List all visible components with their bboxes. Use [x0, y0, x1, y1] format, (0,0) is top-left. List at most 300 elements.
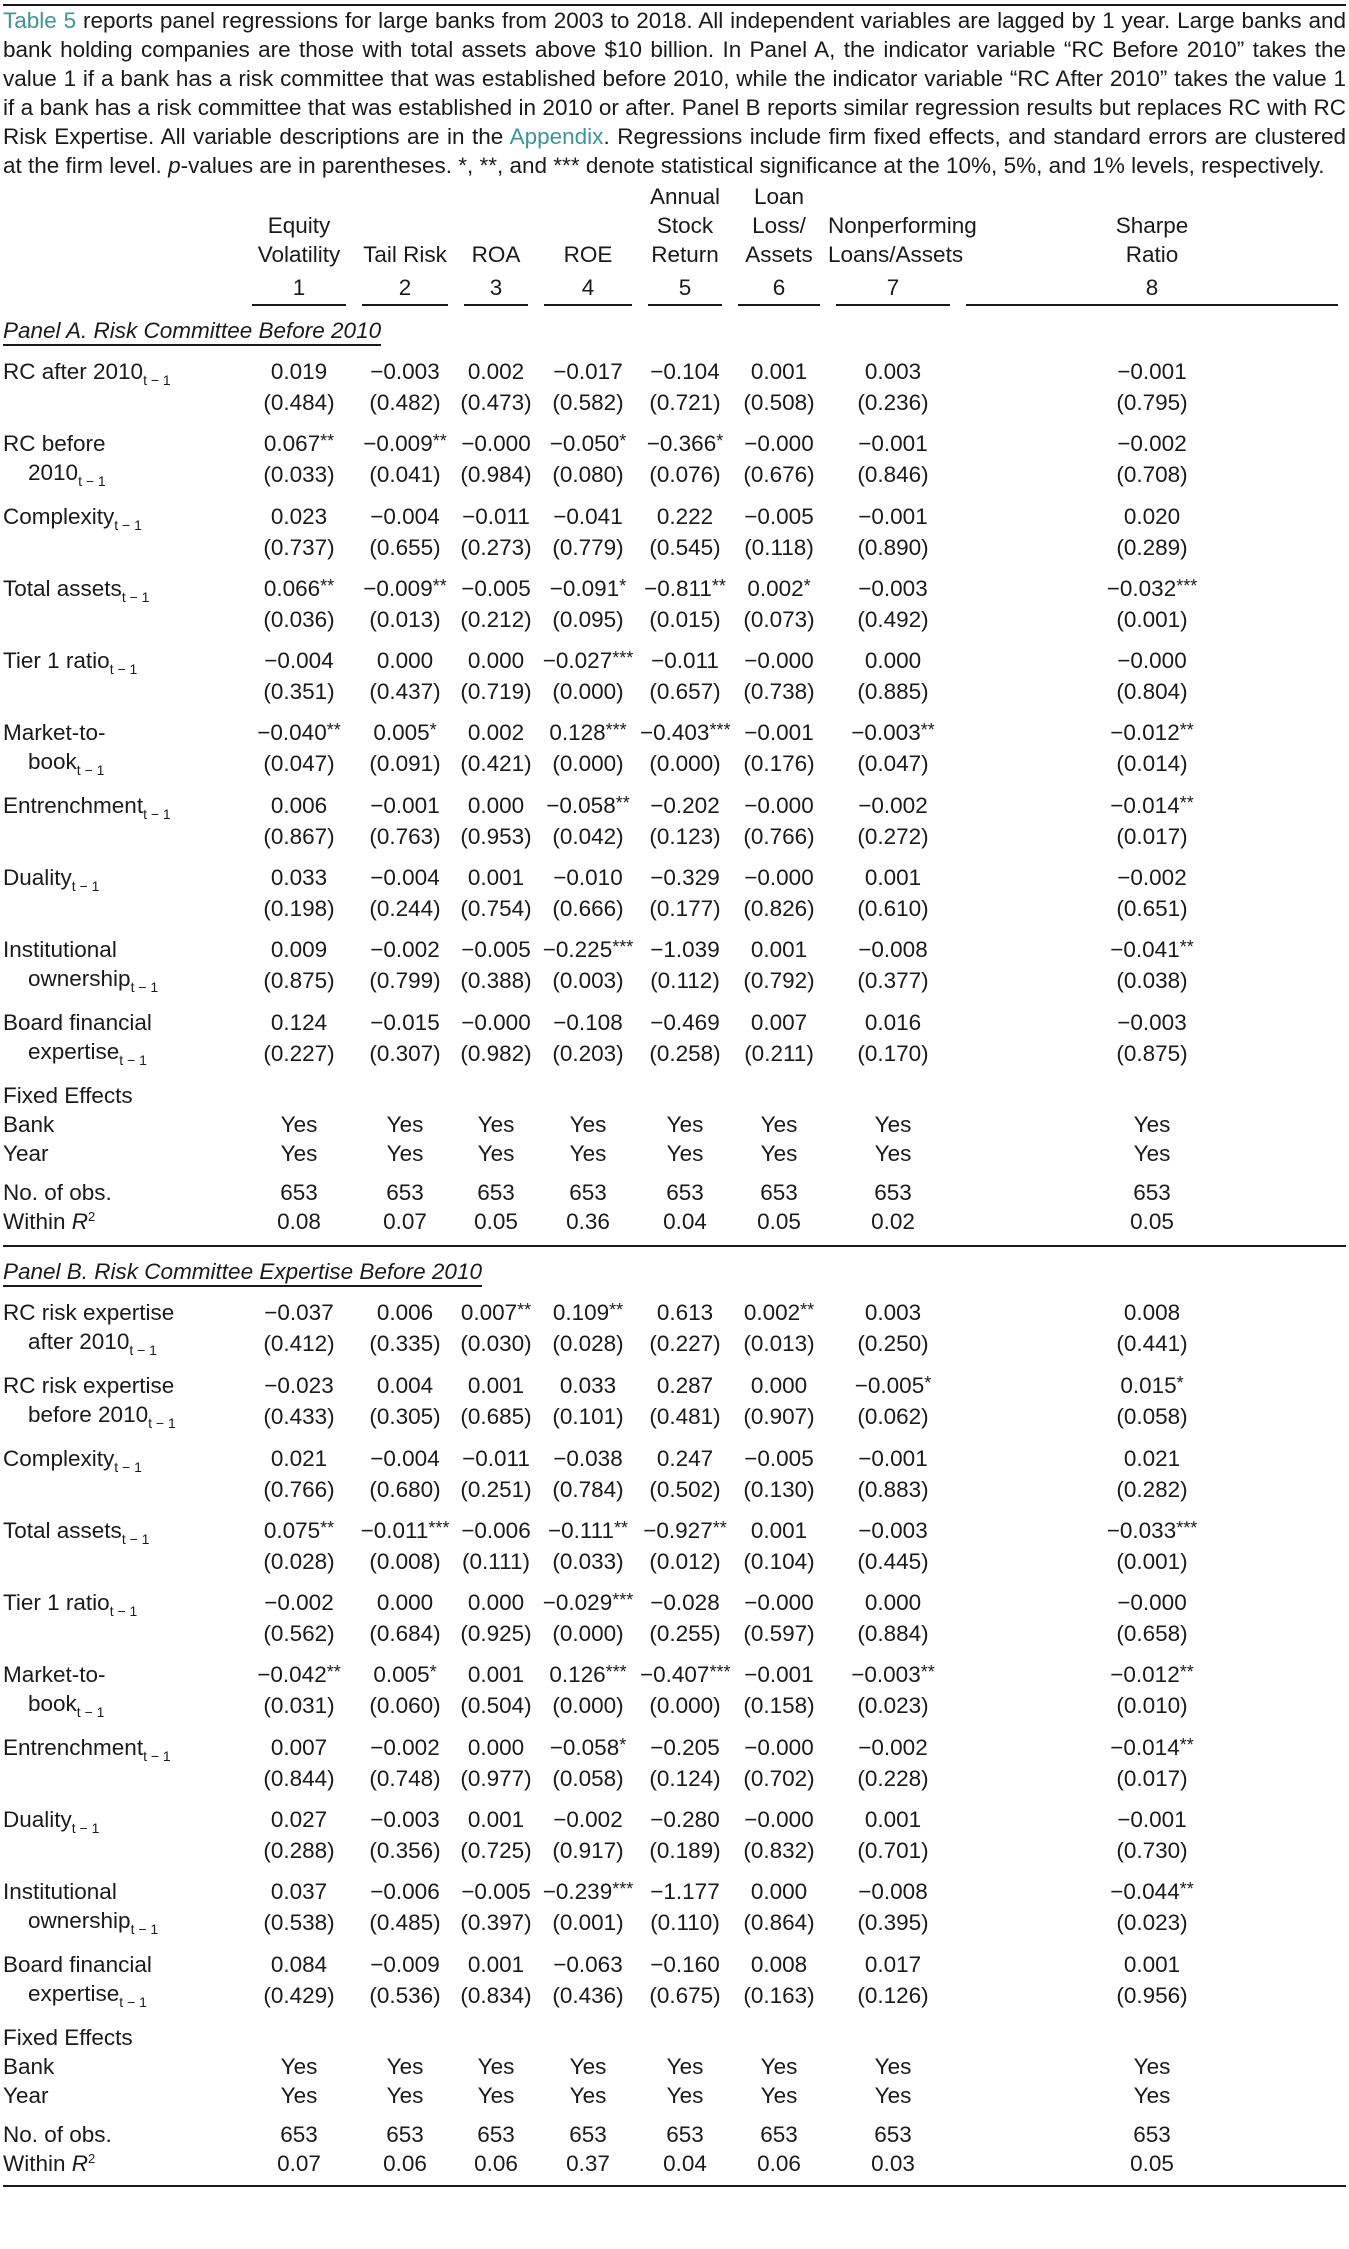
- coefficient-value: −0.023: [264, 1373, 334, 1398]
- p-value: (0.655): [369, 535, 441, 560]
- coefficient-cell: [828, 646, 958, 718]
- significance-stars: **: [712, 1518, 727, 1538]
- coefficient-value: −0.017: [553, 359, 623, 384]
- significance-stars: *: [716, 431, 724, 451]
- variable-label-line1: Complexity: [3, 504, 115, 529]
- p-value: (0.844): [263, 1766, 335, 1791]
- coefficient-value: 0.023: [270, 504, 328, 529]
- within-r2-label: [3, 1207, 244, 1239]
- coefficient-cell: [828, 1660, 958, 1733]
- coefficient-value: −0.037: [264, 1300, 334, 1325]
- significance-stars: ***: [1176, 576, 1198, 596]
- p-value: (0.110): [650, 1910, 720, 1935]
- table-header: [3, 182, 1346, 306]
- coefficient-value: 0.007: [460, 1300, 518, 1325]
- coefficient: [828, 1733, 958, 1764]
- within-r2-text: Within: [3, 2151, 72, 2176]
- variable-label: [3, 1877, 244, 1950]
- coefficient-cell: [828, 1298, 958, 1371]
- coefficient: [536, 1588, 640, 1619]
- fixed-effect-bank-cell: Yes: [569, 1112, 607, 1137]
- coefficient: [828, 574, 958, 605]
- coefficient-value: −0.010: [553, 865, 623, 890]
- variable-label: [3, 1371, 244, 1444]
- regression-table: [3, 182, 1346, 2181]
- within-r2-cell: 0.03: [871, 2151, 915, 2176]
- p-value: (0.395): [857, 1910, 929, 1935]
- significance-stars: **: [1179, 1662, 1194, 1682]
- coefficient-cell: [354, 718, 456, 791]
- coefficient-cell: [730, 574, 828, 646]
- r2-exponent: 2: [88, 2151, 96, 2166]
- coefficient: [456, 502, 536, 533]
- lag-subscript: t − 1: [129, 1342, 157, 1358]
- p-value: (0.227): [649, 1331, 721, 1356]
- coefficient: [958, 429, 1346, 460]
- coefficient-value: 0.002: [743, 1300, 801, 1325]
- coefficient: [244, 791, 354, 822]
- coefficient-cell: [730, 1298, 828, 1371]
- column-header-line: Loss/: [752, 213, 806, 238]
- column-number-label: 6: [738, 273, 820, 306]
- column-header-line: Volatility: [257, 242, 341, 267]
- p-value: (0.282): [1116, 1477, 1188, 1502]
- coefficient: [828, 935, 958, 966]
- column-header: [828, 182, 977, 269]
- p-value: (0.001): [552, 1910, 624, 1935]
- coefficient-cell: [828, 574, 958, 646]
- coefficient-value: −0.015: [370, 1010, 440, 1035]
- fixed-effect-bank-cell: Yes: [477, 1112, 515, 1137]
- p-value: (0.680): [369, 1477, 441, 1502]
- fixed-effect-bank-cell: Yes: [280, 1112, 318, 1137]
- coefficient-value: 0.124: [270, 1010, 328, 1035]
- coefficient: [354, 429, 456, 460]
- column-header: [730, 182, 828, 269]
- observations-cell: 653: [874, 2122, 912, 2147]
- coefficient: [730, 502, 828, 533]
- variable-label: [3, 574, 244, 646]
- spacer: [3, 2110, 1346, 2120]
- coefficient-cell: [244, 1950, 354, 2023]
- coefficient-cell: [958, 718, 1346, 791]
- coefficient: [456, 1877, 536, 1908]
- coefficient: [730, 1877, 828, 1908]
- coefficient: [958, 1588, 1346, 1619]
- fixed-effects-heading-row: [3, 1081, 1346, 1110]
- p-value: (0.000): [552, 751, 624, 776]
- coefficient-value: −0.000: [461, 431, 531, 456]
- coefficient: [536, 935, 640, 966]
- panel-title-text: Panel B. Risk Committee Expertise Before 2010: [3, 1259, 482, 1287]
- coefficient-cell: [456, 502, 536, 574]
- p-value: (0.875): [263, 968, 335, 993]
- coefficient-value: −0.027: [542, 648, 613, 673]
- within-r2-cell: 0.05: [474, 1209, 518, 1234]
- observations-cell: 653: [1133, 1180, 1171, 1205]
- variable-label-line1: Institutional: [3, 937, 117, 962]
- p-value: (0.288): [263, 1838, 335, 1863]
- coefficient: [244, 863, 354, 894]
- coefficient-cell: [640, 1371, 730, 1444]
- coefficient-cell: [244, 1298, 354, 1371]
- coefficient: [640, 502, 730, 533]
- p-value: (0.335): [369, 1331, 441, 1356]
- coefficient-cell: [958, 574, 1346, 646]
- coefficient: [244, 502, 354, 533]
- significance-stars: **: [1179, 793, 1194, 813]
- p-value: (0.984): [460, 462, 532, 487]
- coefficient-value: 0.006: [376, 1300, 434, 1325]
- coefficient-value: 0.001: [467, 1807, 525, 1832]
- coefficient-cell: [354, 1008, 456, 1081]
- coefficient: [536, 1805, 640, 1836]
- coefficient: [354, 718, 456, 749]
- p-value: (0.666): [552, 896, 624, 921]
- variable-row: [3, 429, 1346, 502]
- coefficient-cell: [730, 1008, 828, 1081]
- coefficient-cell: [244, 1371, 354, 1444]
- coefficient: [640, 646, 730, 677]
- coefficient-value: 0.033: [270, 865, 328, 890]
- coefficient-cell: [640, 1805, 730, 1877]
- coefficient: [244, 357, 354, 388]
- coefficient: [730, 646, 828, 677]
- variable-label: [3, 1950, 244, 2023]
- coefficient: [244, 1516, 354, 1547]
- panel-title-row: [3, 306, 1346, 357]
- p-value: (0.719): [460, 679, 532, 704]
- column-number-label: 3: [464, 273, 528, 306]
- coefficient: [958, 863, 1346, 894]
- p-value: (0.832): [743, 1838, 815, 1863]
- significance-stars: **: [920, 720, 935, 740]
- within-r2-cell: 0.07: [277, 2151, 321, 2176]
- coefficient-value: −0.002: [1117, 431, 1187, 456]
- fixed-effect-bank-cell: Yes: [1133, 1112, 1171, 1137]
- significance-stars: ***: [612, 648, 634, 668]
- column-header-line: ROE: [563, 242, 613, 267]
- coefficient: [828, 1298, 958, 1329]
- p-value: (0.907): [743, 1404, 815, 1429]
- within-r2-cell: 0.05: [1130, 1209, 1174, 1234]
- column-header-line: Annual: [649, 184, 721, 209]
- p-value: (0.657): [649, 679, 721, 704]
- fixed-effect-year-cell: Yes: [874, 1141, 912, 1166]
- coefficient: [730, 1516, 828, 1547]
- coefficient-value: 0.001: [750, 1518, 808, 1543]
- fixed-effect-year-row: [3, 1139, 1346, 1168]
- coefficient-cell: [730, 1371, 828, 1444]
- fixed-effect-bank-cell: Yes: [386, 1112, 424, 1137]
- coefficient-value: −0.239: [542, 1879, 613, 1904]
- coefficient: [828, 718, 958, 749]
- coefficient: [354, 646, 456, 677]
- coefficient-cell: [536, 1950, 640, 2023]
- coefficient-value: 0.000: [750, 1879, 808, 1904]
- p-value: (0.008): [369, 1549, 441, 1574]
- coefficient-cell: [354, 646, 456, 718]
- column-header-line: Return: [651, 242, 719, 267]
- fixed-effect-bank-cell: Yes: [760, 2054, 798, 2079]
- p-value: (0.250): [857, 1331, 929, 1356]
- coefficient-value: −0.032: [1106, 576, 1177, 601]
- coefficient: [958, 357, 1346, 388]
- coefficient-cell: [828, 1877, 958, 1950]
- coefficient: [536, 1733, 640, 1764]
- coefficient-cell: [828, 791, 958, 863]
- coefficient-cell: [730, 863, 828, 935]
- p-value: (0.846): [857, 462, 929, 487]
- coefficient: [640, 429, 730, 460]
- variable-row: [3, 1588, 1346, 1660]
- p-value: (0.000): [649, 1693, 721, 1718]
- column-number: [730, 269, 828, 306]
- coefficient: [244, 718, 354, 749]
- coefficient-value: −0.108: [553, 1010, 623, 1035]
- lag-subscript: t − 1: [71, 878, 100, 894]
- coefficient-value: −0.003: [370, 359, 440, 384]
- coefficient: [354, 935, 456, 966]
- p-value: (0.982): [460, 1041, 532, 1066]
- coefficient-value: −0.202: [650, 793, 720, 818]
- coefficient-value: −0.038: [553, 1446, 623, 1471]
- coefficient: [354, 1877, 456, 1908]
- p-value: (0.272): [857, 824, 929, 849]
- coefficient: [456, 718, 536, 749]
- p-value: (0.953): [460, 824, 532, 849]
- coefficient-value: 0.007: [750, 1010, 808, 1035]
- coefficient-cell: [730, 1516, 828, 1588]
- significance-stars: **: [1179, 720, 1194, 740]
- column-header-line: Tail Risk: [363, 242, 447, 267]
- coefficient-value: −0.040: [257, 720, 327, 745]
- coefficient: [730, 1805, 828, 1836]
- bottom-rule: [3, 2185, 1346, 2187]
- coefficient: [730, 574, 828, 605]
- p-value: (0.028): [552, 1331, 624, 1356]
- p-value: (0.702): [743, 1766, 815, 1791]
- variable-label-line2: [3, 1906, 244, 1938]
- coefficient: [958, 1660, 1346, 1691]
- variable-label: [3, 1588, 244, 1660]
- p-value: (0.867): [263, 824, 335, 849]
- p-value: (0.013): [369, 607, 441, 632]
- variable-row: [3, 1371, 1346, 1444]
- coefficient-cell: [730, 791, 828, 863]
- variable-label-line1: Market-to-: [3, 720, 106, 745]
- coefficient: [354, 574, 456, 605]
- fixed-effect-year-cell: Yes: [569, 1141, 607, 1166]
- coefficient: [730, 863, 828, 894]
- p-value: (0.041): [369, 462, 441, 487]
- coefficient-cell: [456, 1298, 536, 1371]
- p-value: (0.610): [857, 896, 929, 921]
- coefficient: [958, 1298, 1346, 1329]
- p-value: (0.013): [743, 1331, 815, 1356]
- p-value: (0.198): [263, 896, 335, 921]
- coefficient-cell: [244, 574, 354, 646]
- p-value: (0.721): [649, 390, 721, 415]
- coefficient-cell: [456, 1733, 536, 1805]
- coefficient: [244, 1877, 354, 1908]
- coefficient-value: 0.222: [656, 504, 714, 529]
- column-number-label: 5: [648, 273, 722, 306]
- coefficient-cell: [958, 1805, 1346, 1877]
- observations-cell: 653: [386, 1180, 424, 1205]
- coefficient: [958, 1805, 1346, 1836]
- coefficient-value: 0.001: [750, 937, 808, 962]
- p-value: (0.885): [857, 679, 929, 704]
- variable-label: [3, 1660, 244, 1733]
- p-value: (0.042): [552, 824, 624, 849]
- column-header: [354, 182, 456, 269]
- coefficient-cell: [354, 1298, 456, 1371]
- variable-label: [3, 502, 244, 574]
- coefficient: [354, 1733, 456, 1764]
- p-value: (0.023): [857, 1693, 929, 1718]
- coefficient: [730, 1371, 828, 1402]
- variable-label-line1: Duality: [3, 865, 72, 890]
- variable-label-line2-text: ownership: [28, 966, 131, 991]
- column-number: [958, 269, 1346, 306]
- observations-label: No. of obs.: [3, 2122, 112, 2147]
- coefficient: [958, 502, 1346, 533]
- column-number-row: [3, 269, 1346, 306]
- coefficient-cell: [958, 1660, 1346, 1733]
- coefficient-value: −0.009: [363, 576, 433, 601]
- variable-label-line1: RC after 2010: [3, 359, 144, 384]
- coefficient-value: 0.027: [270, 1807, 328, 1832]
- coefficient-value: 0.016: [864, 1010, 922, 1035]
- coefficient-value: −0.001: [858, 504, 928, 529]
- coefficient: [828, 1660, 958, 1691]
- coefficient: [828, 1008, 958, 1039]
- coefficient-cell: [536, 1877, 640, 1950]
- significance-stars: *: [924, 1373, 932, 1393]
- coefficient: [958, 574, 1346, 605]
- significance-stars: *: [619, 576, 627, 596]
- coefficient-value: 0.002: [747, 576, 804, 601]
- coefficient-cell: [730, 1444, 828, 1516]
- p-value: (0.118): [744, 535, 814, 560]
- coefficient-value: 0.067: [263, 431, 321, 456]
- lag-subscript: t − 1: [119, 1994, 147, 2010]
- coefficient-value: −0.002: [370, 937, 440, 962]
- coefficient-cell: [354, 1805, 456, 1877]
- p-value: (0.738): [743, 679, 815, 704]
- coefficient-cell: [456, 1516, 536, 1588]
- coefficient-value: −0.003: [858, 576, 928, 601]
- significance-stars: ***: [612, 1879, 634, 1899]
- variable-label-line2: [3, 1037, 244, 1069]
- coefficient-value: −0.001: [370, 793, 440, 818]
- p-value: (0.003): [552, 968, 624, 993]
- coefficient-value: −0.028: [650, 1590, 720, 1615]
- p-value: (0.766): [263, 1477, 335, 1502]
- coefficient: [640, 1588, 730, 1619]
- observations-cell: 653: [477, 2122, 515, 2147]
- coefficient: [244, 1805, 354, 1836]
- p-value: (0.658): [1116, 1621, 1188, 1646]
- coefficient-value: −0.003: [370, 1807, 440, 1832]
- observations-cell: 653: [477, 1180, 515, 1205]
- coefficient-cell: [640, 1733, 730, 1805]
- observations-row: [3, 1178, 1346, 1207]
- coefficient-cell: [958, 1877, 1346, 1950]
- p-value: (0.545): [649, 535, 721, 560]
- coefficient-cell: [536, 1298, 640, 1371]
- p-value: (0.062): [857, 1404, 929, 1429]
- coefficient-cell: [354, 791, 456, 863]
- coefficient-value: 0.066: [263, 576, 321, 601]
- variable-label: [3, 1444, 244, 1516]
- coefficient: [354, 357, 456, 388]
- p-value: (0.536): [369, 1983, 441, 2008]
- fixed-effect-year-cell: Yes: [280, 1141, 318, 1166]
- coefficient-cell: [536, 429, 640, 502]
- fixed-effect-bank-cell: Yes: [477, 2054, 515, 2079]
- coefficient: [828, 1371, 958, 1402]
- coefficient-value: 0.003: [864, 359, 922, 384]
- variable-label: [3, 1298, 244, 1371]
- coefficient-value: −1.039: [650, 937, 720, 962]
- coefficient-cell: [244, 863, 354, 935]
- coefficient-value: 0.000: [467, 793, 525, 818]
- coefficient: [536, 574, 640, 605]
- lag-subscript: t − 1: [109, 661, 138, 677]
- table-reference-link[interactable]: Table 5: [3, 8, 77, 33]
- coefficient-value: 0.015: [1120, 1373, 1177, 1398]
- appendix-link[interactable]: Appendix: [509, 124, 604, 149]
- p-value: (0.799): [369, 968, 441, 993]
- p-value: (0.073): [743, 607, 815, 632]
- p-value: (0.834): [460, 1983, 532, 2008]
- observations-cell: 653: [760, 1180, 798, 1205]
- p-value: (0.754): [460, 896, 532, 921]
- coefficient-cell: [730, 935, 828, 1008]
- fixed-effect-year-cell: Yes: [477, 2083, 515, 2108]
- p-value: (0.437): [369, 679, 441, 704]
- coefficient-cell: [828, 1008, 958, 1081]
- coefficient-cell: [640, 1444, 730, 1516]
- coefficient-value: −0.002: [264, 1590, 334, 1615]
- p-value: (0.126): [857, 1983, 929, 2008]
- coefficient-value: −0.280: [650, 1807, 720, 1832]
- coefficient: [828, 646, 958, 677]
- table-caption: [3, 6, 1346, 180]
- fixed-effect-year-cell: Yes: [386, 1141, 424, 1166]
- column-header: [536, 182, 640, 269]
- variable-label-line1: Board financial: [3, 1952, 152, 1977]
- p-value: (0.356): [369, 1838, 441, 1863]
- variable-label-line1: Duality: [3, 1807, 72, 1832]
- variable-row: [3, 1877, 1346, 1950]
- significance-stars: *: [619, 431, 627, 451]
- coefficient-value: 0.247: [656, 1446, 714, 1471]
- coefficient-cell: [828, 1371, 958, 1444]
- coefficient-cell: [536, 502, 640, 574]
- column-number-label: 8: [966, 273, 1338, 306]
- coefficient-cell: [958, 502, 1346, 574]
- coefficient: [354, 1950, 456, 1981]
- coefficient: [244, 1008, 354, 1039]
- variable-label-line2: [3, 458, 244, 490]
- variable-label: [3, 429, 244, 502]
- column-number: [640, 269, 730, 306]
- p-value: (0.792): [743, 968, 815, 993]
- fixed-effects-heading-row: [3, 2023, 1346, 2052]
